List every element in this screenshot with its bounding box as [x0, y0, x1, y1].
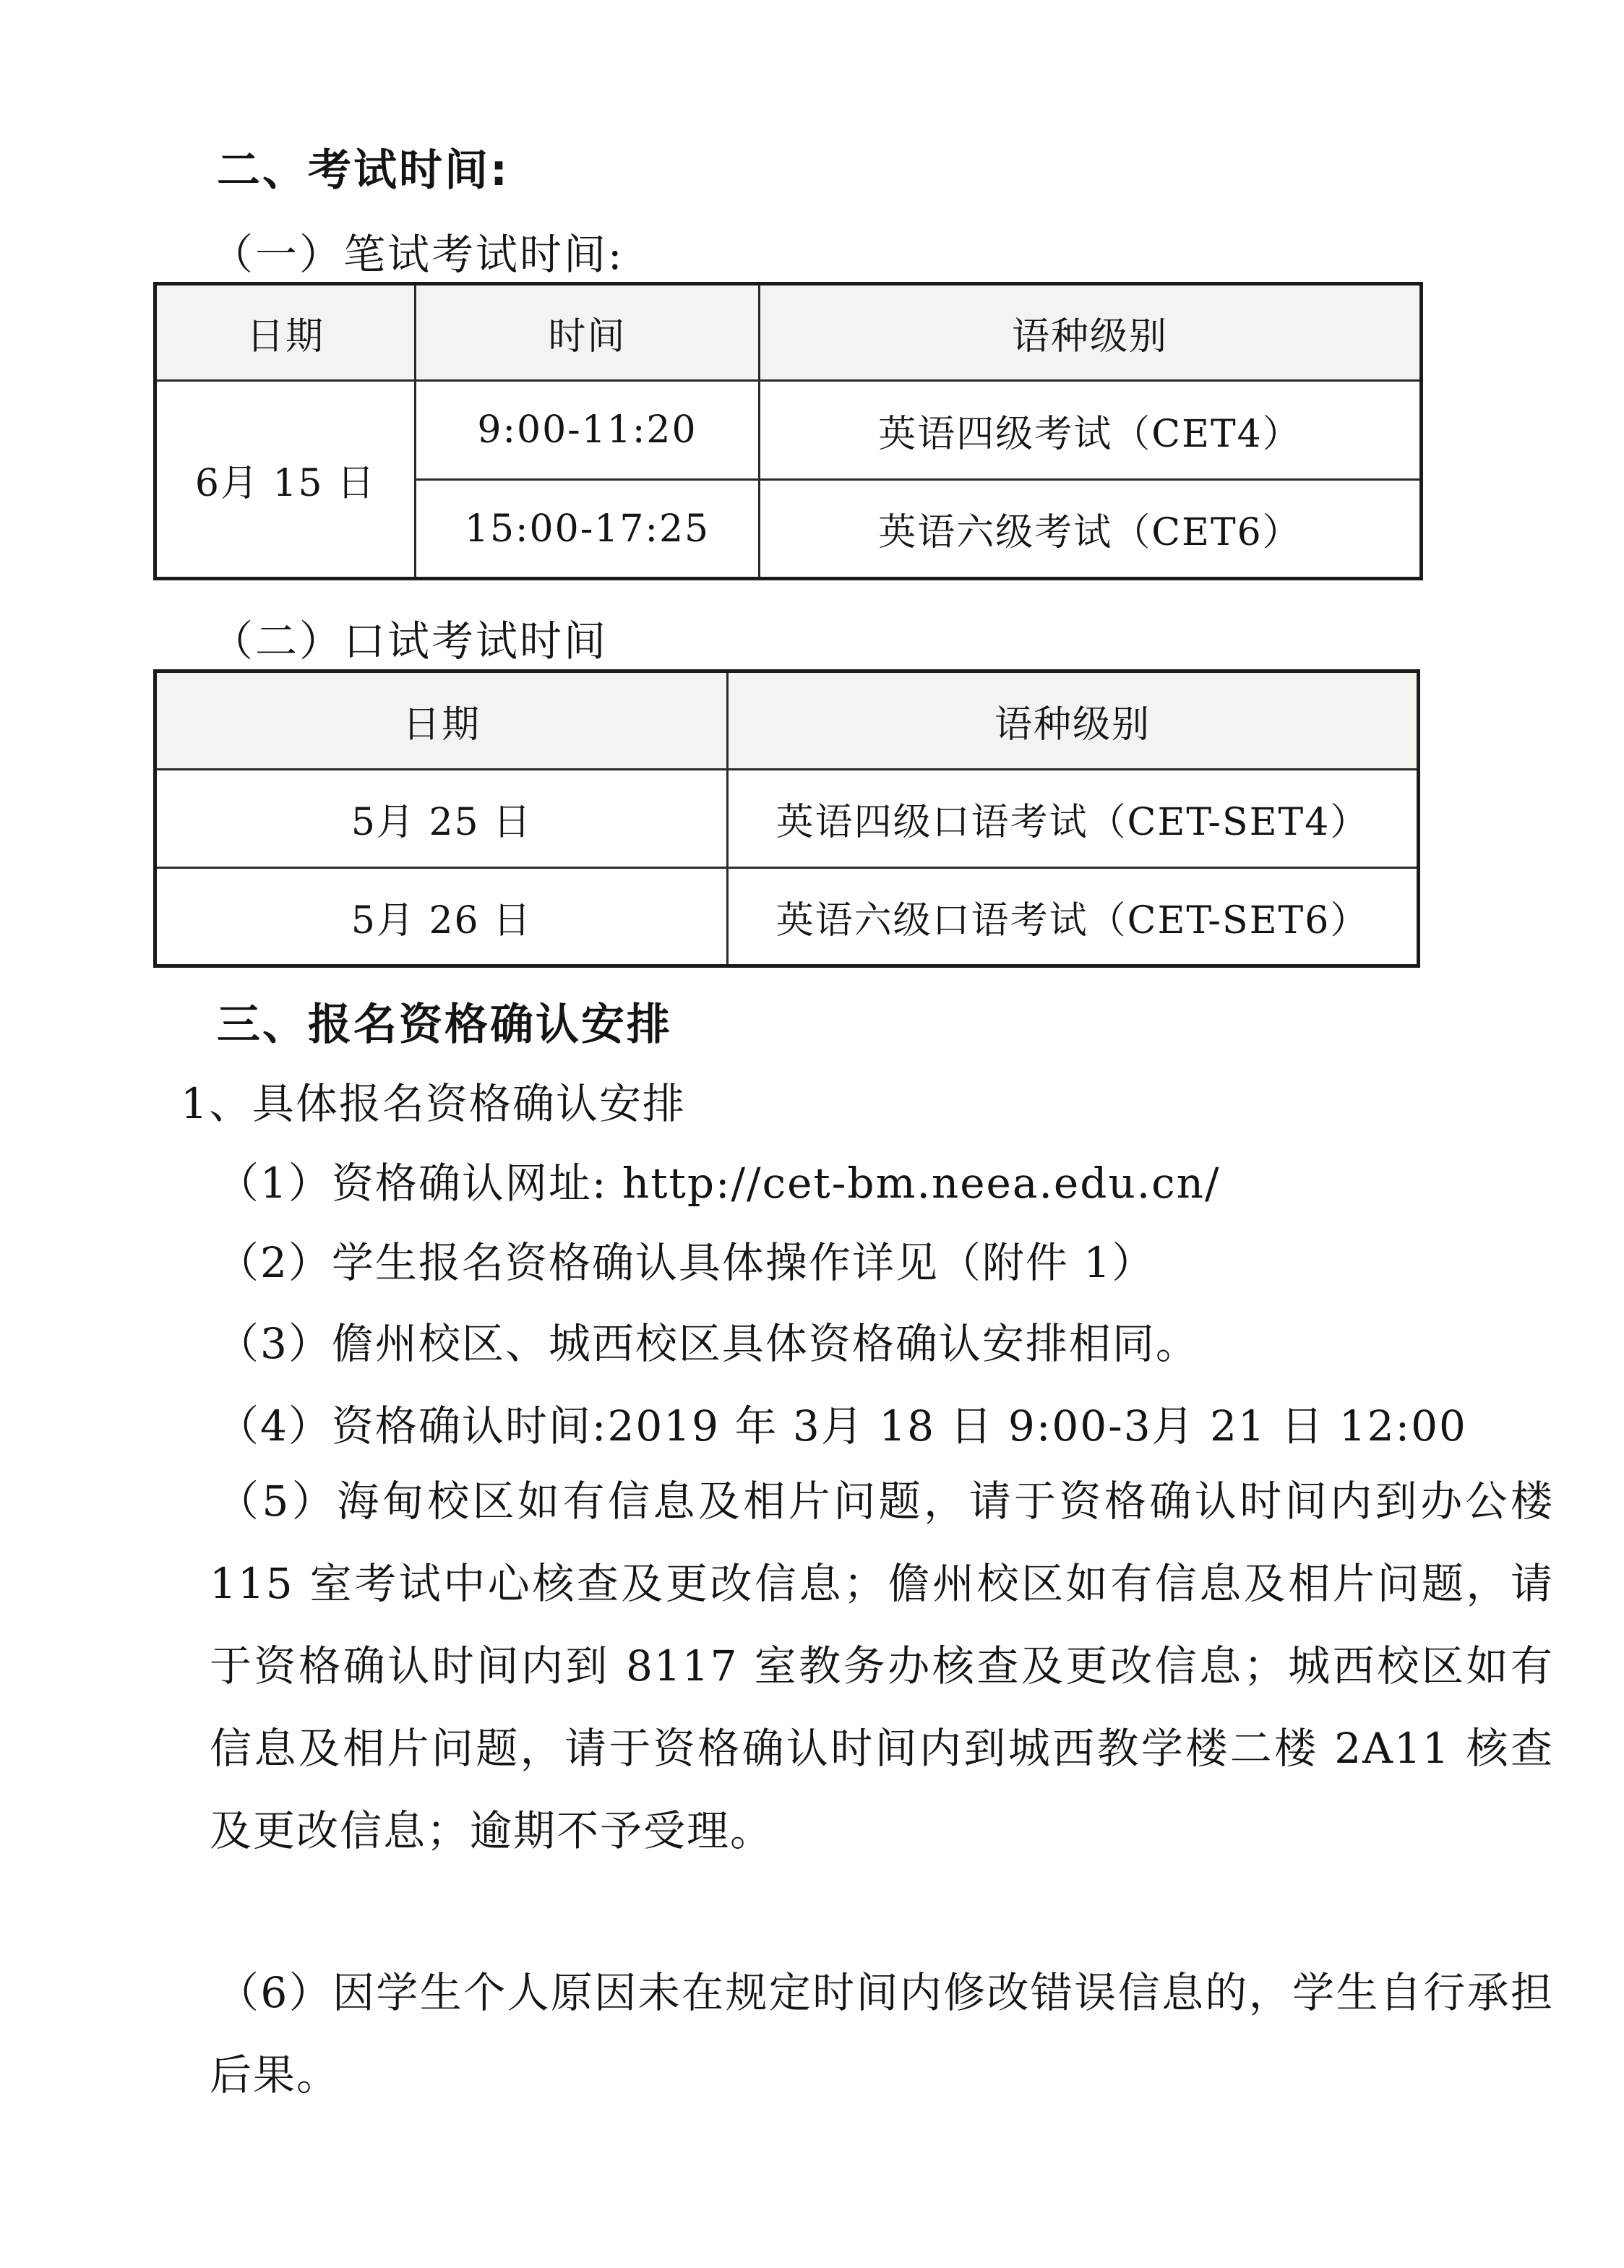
- written-level-cell: 英语四级考试（CET4）: [760, 381, 1422, 480]
- registration-subtitle: 1、具体报名资格确认安排: [181, 1079, 686, 1128]
- table-row: [155, 770, 1419, 868]
- written-level-cell: 英语六级考试（CET6）: [760, 480, 1422, 579]
- header-level: 语种级别: [728, 671, 1419, 770]
- table-header-row: [155, 671, 1419, 770]
- oral-level-cell: 英语四级口语考试（CET-SET4）: [728, 770, 1419, 868]
- oral-date-cell: 5月 26 日: [155, 868, 728, 966]
- oral-exam-table: [153, 669, 1420, 968]
- written-time-cell: 9:00-11:20: [416, 381, 760, 480]
- oral-date-cell: 5月 25 日: [155, 770, 728, 868]
- table-row: [155, 381, 1422, 480]
- list-item: （1）资格确认网址: http://cet-bm.neea.edu.cn/: [217, 1159, 1221, 1208]
- list-item: （4）资格确认时间:2019 年 3月 18 日 9:00-3月 21 日 12:00: [217, 1401, 1467, 1451]
- written-exam-subtitle: （一）笔试考试时间:: [211, 230, 624, 279]
- written-time-cell: 15:00-17:25: [416, 480, 760, 579]
- section-exam-time-title: 二、考试时间:: [217, 145, 510, 196]
- table-header-row: [155, 284, 1422, 381]
- written-date-cell: 6月 15 日: [155, 381, 416, 579]
- list-item: （2）学生报名资格确认具体操作详见（附件 1）: [217, 1238, 1156, 1287]
- oral-exam-subtitle: （二）口试考试时间: [211, 617, 609, 666]
- table-row: [155, 868, 1419, 966]
- written-exam-table: [153, 282, 1423, 580]
- header-date: 日期: [155, 284, 416, 381]
- section-registration-title: 三、报名资格确认安排: [217, 1000, 672, 1050]
- header-level: 语种级别: [760, 284, 1422, 381]
- oral-level-cell: 英语六级口语考试（CET-SET6）: [728, 868, 1419, 966]
- list-item-paragraph: （5）海甸校区如有信息及相片问题，请于资格确认时间内到办公楼 115 室考试中心核查及更改信息；儋州校区如有信息及相片问题，请于资格确认时间内到 8117 室教务办核查及更改信息；城西校区如有信息及相片问题，请于资格确认时间内到城西教学楼二楼 2A11 核查及更改信息；逾期不予受理。: [210, 1477, 1554, 1855]
- list-item-paragraph: （6）因学生个人原因未在规定时间内修改错误信息的，学生自行承担后果。: [210, 1968, 1554, 2100]
- list-item: （3）儋州校区、城西校区具体资格确认安排相同。: [217, 1319, 1199, 1368]
- header-date: 日期: [155, 671, 728, 770]
- header-time: 时间: [416, 284, 760, 381]
